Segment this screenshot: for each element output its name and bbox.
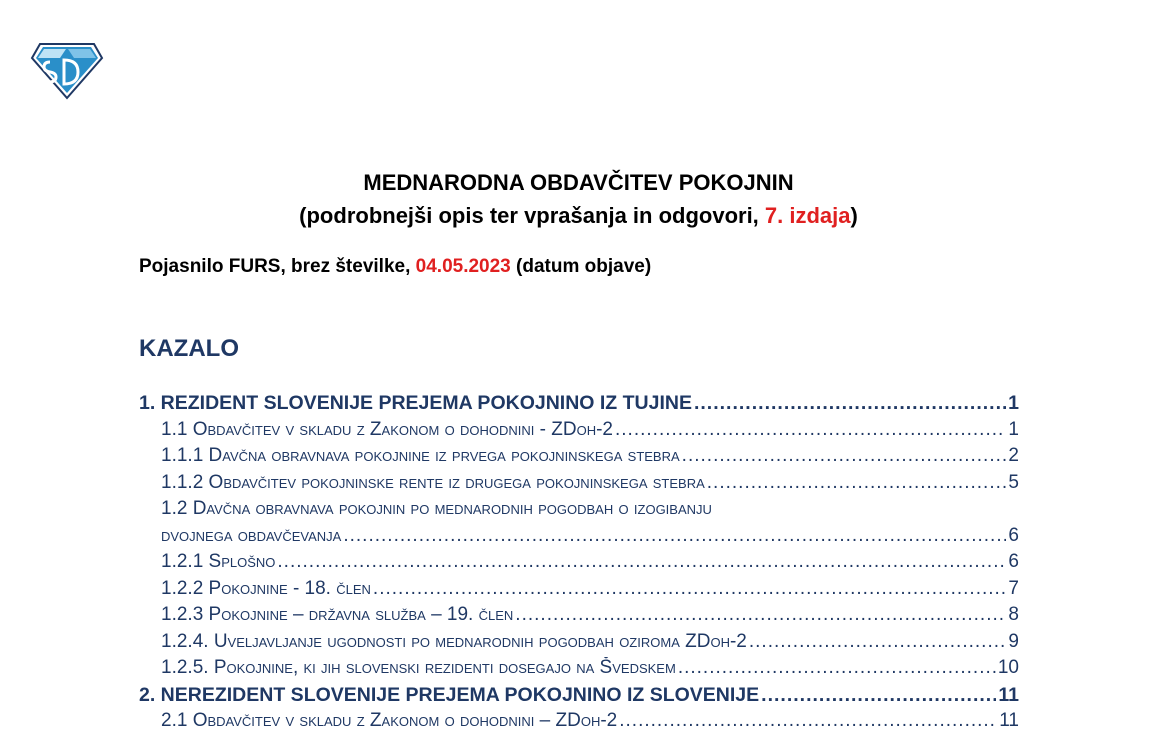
toc-entry-page: 6 [1008, 551, 1019, 572]
toc-leader [678, 657, 996, 679]
toc-entry-label-wrap[interactable]: 1.2 Davčna obravnava pokojnin po mednarodnih pogodbah o izogibanju [161, 498, 712, 519]
toc-entry[interactable] [139, 657, 1019, 684]
toc-entry-page: 1 [1008, 392, 1019, 414]
table-of-contents [139, 392, 1019, 737]
toc-entry[interactable] [139, 419, 1019, 446]
logo [30, 40, 104, 100]
toc-leader [343, 525, 1006, 547]
toc-entry-label: dvojnega obdavčevanja [161, 524, 342, 546]
toc-entry[interactable] [139, 472, 1019, 499]
toc-entry-label: 2.1 Obdavčitev v skladu z Zakonom o dohodnini – ZDoh-2 [161, 710, 618, 731]
toc-entry-page: 2 [1008, 445, 1019, 466]
toc-entry-page: 1 [1008, 418, 1019, 440]
toc-entry-page: 9 [1008, 630, 1019, 652]
toc-entry[interactable] [139, 684, 1019, 711]
subtitle-suffix: (datum objave) [510, 256, 652, 277]
toc-entry-label: 1.2.4. Uveljavljanje ugodnosti po mednarodnih pogodbah oziroma ZDoh-2 [161, 630, 747, 652]
publication-date: 04.05.2023 [415, 256, 511, 277]
toc-entry-label: 1. REZIDENT SLOVENIJE PREJEMA POKOJNINO IZ TUJINE [139, 392, 692, 414]
toc-entry-page: 11 [999, 710, 1019, 731]
toc-entry[interactable] [139, 551, 1019, 578]
toc-leader [682, 445, 1007, 467]
toc-entry[interactable] [139, 392, 1019, 419]
toc-entry-page: 10 [997, 657, 1019, 678]
title-line-2-close: ) [850, 203, 858, 228]
toc-entry[interactable] [139, 710, 1019, 737]
toc-entry[interactable] [139, 445, 1019, 472]
edition-highlight: 7. izdaja [764, 203, 851, 228]
toc-entry-label: 1.1.1 Davčna obravnava pokojnine iz prvega pokojninskega stebra [161, 445, 680, 466]
toc-heading: KAZALO [139, 335, 239, 362]
toc-entry[interactable] [139, 525, 1019, 552]
toc-entry-label: 1.2.2 Pokojnine - 18. člen [161, 577, 371, 599]
document-subtitle [139, 254, 651, 280]
toc-leader [694, 392, 1006, 415]
toc-leader [749, 631, 1007, 653]
toc-leader [277, 551, 1006, 573]
toc-leader [373, 578, 1007, 600]
toc-entry[interactable] [139, 578, 1019, 605]
toc-entry-page: 6 [1008, 524, 1019, 546]
toc-entry-label: 1.2.3 Pokojnine – državna služba – 19. člen [161, 604, 514, 625]
toc-entry-label: 1.1 Obdavčitev v skladu z Zakonom o dohodnini - ZDoh-2 [161, 418, 613, 440]
toc-leader [761, 684, 996, 707]
toc-leader [619, 710, 997, 732]
title-line-2 [0, 199, 1157, 232]
toc-entry-label: 1.2.1 Splošno [161, 551, 276, 572]
title-line-1: MEDNARODNA OBDAVČITEV POKOJNIN [363, 170, 794, 195]
subtitle-text: Pojasnilo FURS, brez številke, [139, 256, 416, 277]
toc-entry-page: 5 [1008, 471, 1019, 493]
toc-entry[interactable] [139, 631, 1019, 658]
toc-entry-page: 8 [1008, 604, 1019, 625]
document-title [0, 166, 1157, 232]
diamond-shield-logo-icon [30, 40, 104, 100]
toc-entry-page: 7 [1008, 577, 1019, 599]
toc-entry-page: 11 [998, 683, 1019, 706]
toc-leader [615, 419, 1006, 441]
title-line-2-text: (podrobnejši opis ter vprašanja in odgovori, [299, 203, 765, 228]
toc-entry[interactable] [139, 604, 1019, 631]
toc-entry-label: 2. NEREZIDENT SLOVENIJE PREJEMA POKOJNINO IZ SLOVENIJE [139, 683, 760, 706]
toc-entry-label: 1.2.5. Pokojnine, ki jih slovenski rezidenti dosegajo na Švedskem [161, 657, 676, 678]
toc-leader [707, 472, 1007, 494]
toc-entry-label: 1.1.2 Obdavčitev pokojninske rente iz drugega pokojninskega stebra [161, 471, 705, 493]
toc-leader [515, 604, 1006, 626]
